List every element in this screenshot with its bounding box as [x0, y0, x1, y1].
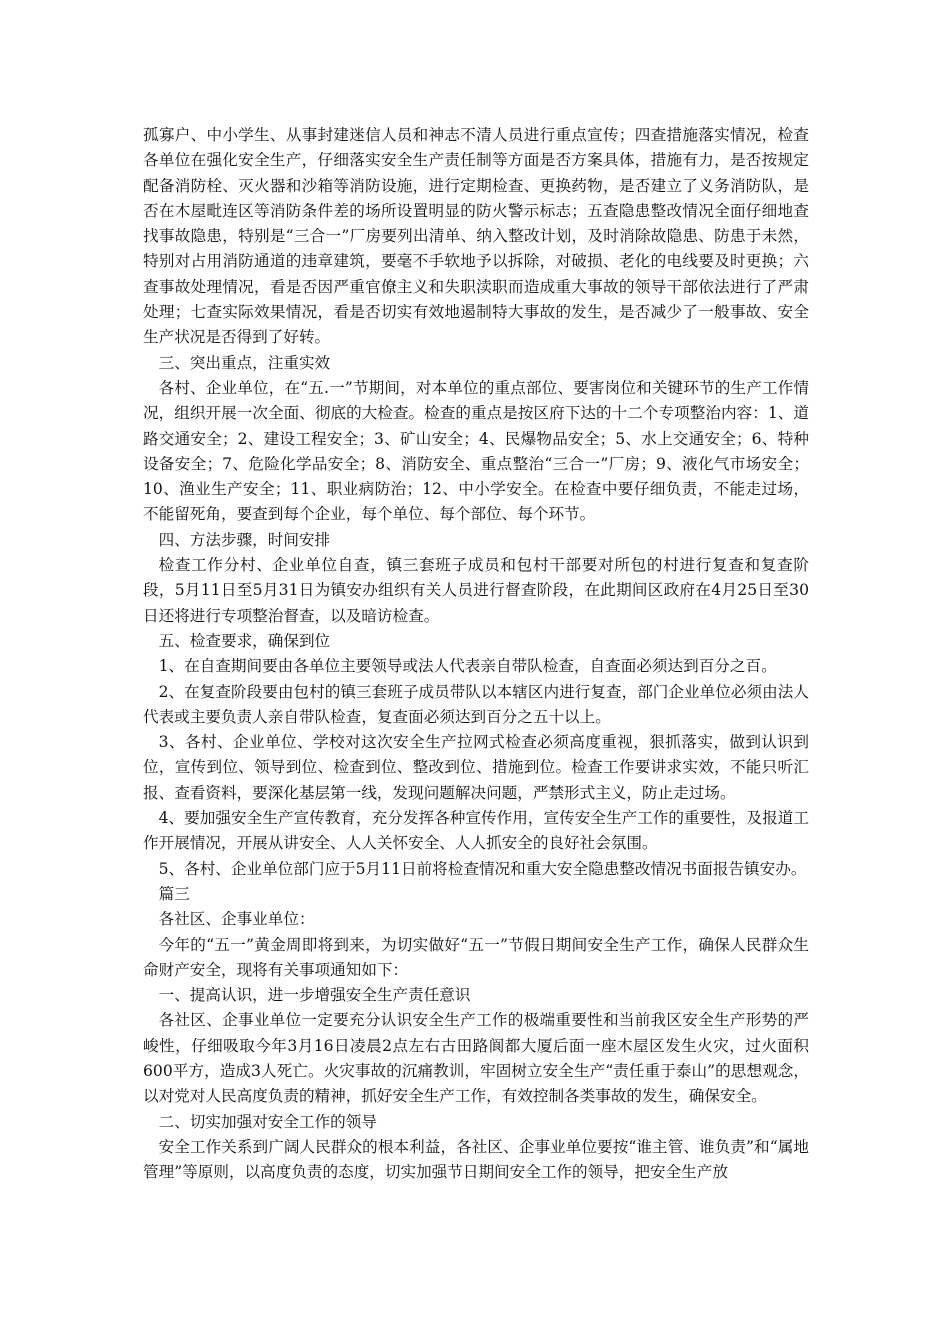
section-heading-4: 四、方法步骤，时间安排 — [158, 530, 331, 549]
notice-intro: 今年的“五一”黄金周即将到来，为切实做好“五一”节假日期间安全生产工作，确保人民群众生命财产安全，现将有关事项通知如下： — [143, 935, 809, 979]
notice-heading-2: 二、切实加强对安全工作的领导 — [158, 1112, 377, 1131]
notice-heading-1: 一、提高认识，进一步增强安全生产责任意识 — [158, 986, 471, 1005]
section-heading-5: 五、检查要求，确保到位 — [158, 631, 331, 650]
salutation: 各社区、企事业单位： — [158, 910, 315, 929]
section-heading-3: 三、突出重点，注重实效 — [158, 353, 331, 372]
notice-paragraph-1: 各社区、企事业单位一定要充分认识安全生产工作的极端重要性和当前我区安全生产形势的严峻性，仔细吸取今年3月16日凌晨2点左右古田路阆都大厦后面一座木屋区发生火灾，过火面积600平方，造成3人死亡。火灾事故的沉痛教训，牢固树立安全生产“责任重于泰山”的思想观念，以对党对人民高度负责的精神，抓好安全生产工作，有效控制各类事故的发生，确保安全。 — [143, 1011, 809, 1106]
requirement-item-3: 3、各村、企业单位、学校对这次安全生产拉网式检查必须高度重视，狠抓落实，做到认识到位，宣传到位、领导到位、检查到位、整改到位、措施到位。检查工作要讲求实效，不能只听汇报、查看资料，要深化基层第一线，发现问题解决问题，严禁形式主义，防止走过场。 — [143, 733, 809, 802]
paragraph-focus: 各村、企业单位，在“五.一”节期间，对本单位的重点部位、要害岗位和关键环节的生产工作情况，组织开展一次全面、彻底的大检查。检查的重点是按区府下达的十二个专项整治内容：1、道路交通安全；2、建设工程安全；3、矿山安全；4、民爆物品安全；5、水上交通安全；6、特种设备安全；7、危险化学品安全；8、消防安全、重点整治“三合一”厂房；9、液化气市场安全；10、渔业生产安全；11、职业病防治；12、中小学安全。在检查中要仔细负责，不能走过场，不能留死角，要查到每个企业，每个单位、每个部位、每个环节。 — [143, 378, 809, 524]
requirement-item-5: 5、各村、企业单位部门应于5月11日前将检查情况和重大安全隐患整改情况书面报告镇安办。 — [158, 859, 807, 878]
requirement-item-4: 4、要加强安全生产宣传教育，充分发挥各种宣传作用，宣传安全生产工作的重要性，及报道工作开展情况，开展从讲安全、人人关怀安全、人人抓安全的良好社会氛围。 — [143, 809, 809, 853]
document-page — [143, 123, 809, 1185]
requirement-item-1: 1、在自查期间要由各单位主要领导或法人代表亲自带队检查，自查面必须达到百分之百。 — [158, 657, 777, 676]
requirement-item-2: 2、在复查阶段要由包村的镇三套班子成员带队以本辖区内进行复查，部门企业单位必须由法人代表或主要负责人亲自带队检查，复查面必须达到百分之五十以上。 — [143, 682, 809, 726]
paragraph-continued: 孤寡户、中小学生、从事封建迷信人员和神志不清人员进行重点宣传；四查措施落实情况，检查各单位在强化安全生产，仔细落实安全生产责任制等方面是否方案具体，措施有力，是否按规定配备消防栓、灭火器和沙箱等消防设施，进行定期检查、更换药物，是否建立了义务消防队，是否在木屋毗连区等消防条件差的场所设置明显的防火警示标志；五查隐患整改情况全面仔细地查找事故隐患，特别是“三合一”厂房要列出清单、纳入整改计划，及时消除故隐患、防患于未然，特别对占用消防通道的违章建筑，要毫不手软地予以拆除，对破损、老化的电线要及时更换；六查事故处理情况，看是否因严重官僚主义和失职渎职而造成重大事故的领导干部依法进行了严肃处理；七查实际效果情况，看是否切实有效地遏制特大事故的发生，是否减少了一般事故、安全生产状况是否得到了好转。 — [143, 126, 809, 347]
part-heading-3: 篇三 — [158, 884, 190, 903]
notice-paragraph-2: 安全工作关系到广阔人民群众的根本利益，各社区、企事业单位要按“谁主管、谁负责”和“属地管理”等原则，以高度负责的态度，切实加强节日期间安全工作的领导，把安全生产放 — [143, 1137, 809, 1182]
paragraph-schedule: 检查工作分村、企业单位自查，镇三套班子成员和包村干部要对所包的村进行复查和复查阶段，5月11日至5月31日为镇安办组织有关人员进行督查阶段，在此期间区政府在4月25日至30日还将进行专项整治督查，以及暗访检查。 — [143, 556, 809, 625]
